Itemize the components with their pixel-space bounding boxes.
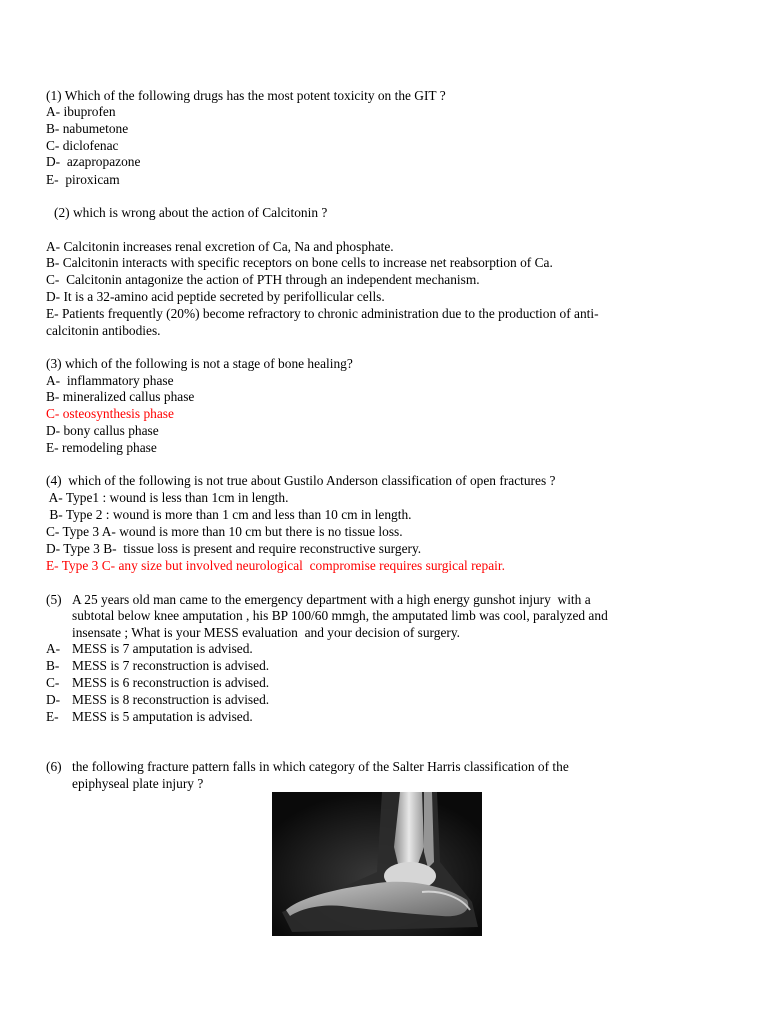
q5-question-line3: insensate ; What is your MESS evaluation and your decision of surgery. xyxy=(72,625,461,640)
q2-option-d: D- It is a 32-amino acid peptide secreted by perifollicular cells. xyxy=(46,289,385,304)
q4-option-d: D- Type 3 B- tissue loss is present and require reconstructive surgery. xyxy=(46,541,422,556)
q1-option-e: E- piroxicam xyxy=(46,172,120,187)
q5-option-d-text: MESS is 8 reconstruction is advised. xyxy=(72,692,270,707)
q1-option-b: B- nabumetone xyxy=(46,121,129,136)
q3-option-c-answer: C- osteosynthesis phase xyxy=(46,406,174,421)
q4-option-b: B- Type 2 : wound is more than 1 cm and less than 10 cm in length. xyxy=(46,507,412,522)
q5-question-line2: subtotal below knee amputation , his BP 100/60 mmgh, the amputated limb was cool, paralyzed and xyxy=(72,608,608,623)
q6-question-line2: epiphyseal plate injury ? xyxy=(72,776,204,791)
q5-option-c-text: MESS is 6 reconstruction is advised. xyxy=(72,675,270,690)
q4-option-c: C- Type 3 A- wound is more than 10 cm but there is no tissue loss. xyxy=(46,524,403,539)
q4-option-a: A- Type1 : wound is less than 1cm in length. xyxy=(46,490,289,505)
q2-option-a: A- Calcitonin increases renal excretion of Ca, Na and phosphate. xyxy=(46,239,394,254)
q5-option-b-text: MESS is 7 reconstruction is advised. xyxy=(72,658,270,673)
q6-question-line1: the following fracture pattern falls in which category of the Salter Harris classification of the xyxy=(72,759,569,774)
q5-option-d-letter: D- xyxy=(46,692,61,707)
q4-option-e-answer: E- Type 3 C- any size but involved neurological compromise requires surgical repair. xyxy=(46,558,505,573)
q5-number: (5) xyxy=(46,592,62,607)
q5-option-a-text: MESS is 7 amputation is advised. xyxy=(72,641,253,656)
q5-question-line1: A 25 years old man came to the emergency department with a high energy gunshot injury with a xyxy=(72,592,591,607)
ankle-xray-image xyxy=(272,792,482,936)
q3-option-d: D- bony callus phase xyxy=(46,423,159,438)
q3-question: (3) which of the following is not a stage of bone healing? xyxy=(46,356,353,371)
q5-option-a-letter: A- xyxy=(46,641,61,656)
q5-option-e-text: MESS is 5 amputation is advised. xyxy=(72,709,253,724)
q3-option-e: E- remodeling phase xyxy=(46,440,157,455)
xray-drawing xyxy=(272,792,482,936)
q2-option-e-line2: calcitonin antibodies. xyxy=(46,323,161,338)
q3-option-b: B- mineralized callus phase xyxy=(46,389,195,404)
q2-option-b: B- Calcitonin interacts with specific receptors on bone cells to increase net reabsorption of Ca. xyxy=(46,255,553,270)
q2-option-c: C- Calcitonin antagonize the action of PTH through an independent mechanism. xyxy=(46,272,480,287)
q2-option-e-line1: E- Patients frequently (20%) become refractory to chronic administration due to the production of anti- xyxy=(46,306,599,321)
q5-option-e-letter: E- xyxy=(46,709,59,724)
q2-question: (2) which is wrong about the action of Calcitonin ? xyxy=(54,205,328,220)
q5-option-c-letter: C- xyxy=(46,675,60,690)
q5-option-b-letter: B- xyxy=(46,658,60,673)
q3-option-a: A- inflammatory phase xyxy=(46,373,174,388)
q1-option-a: A- ibuprofen xyxy=(46,104,116,119)
q1-option-c: C- diclofenac xyxy=(46,138,119,153)
q4-question: (4) which of the following is not true about Gustilo Anderson classification of open fractures ? xyxy=(46,473,556,488)
q1-option-d: D- azapropazone xyxy=(46,154,141,169)
q1-question: (1) Which of the following drugs has the most potent toxicity on the GIT ? xyxy=(46,88,446,103)
q6-number: (6) xyxy=(46,759,62,774)
